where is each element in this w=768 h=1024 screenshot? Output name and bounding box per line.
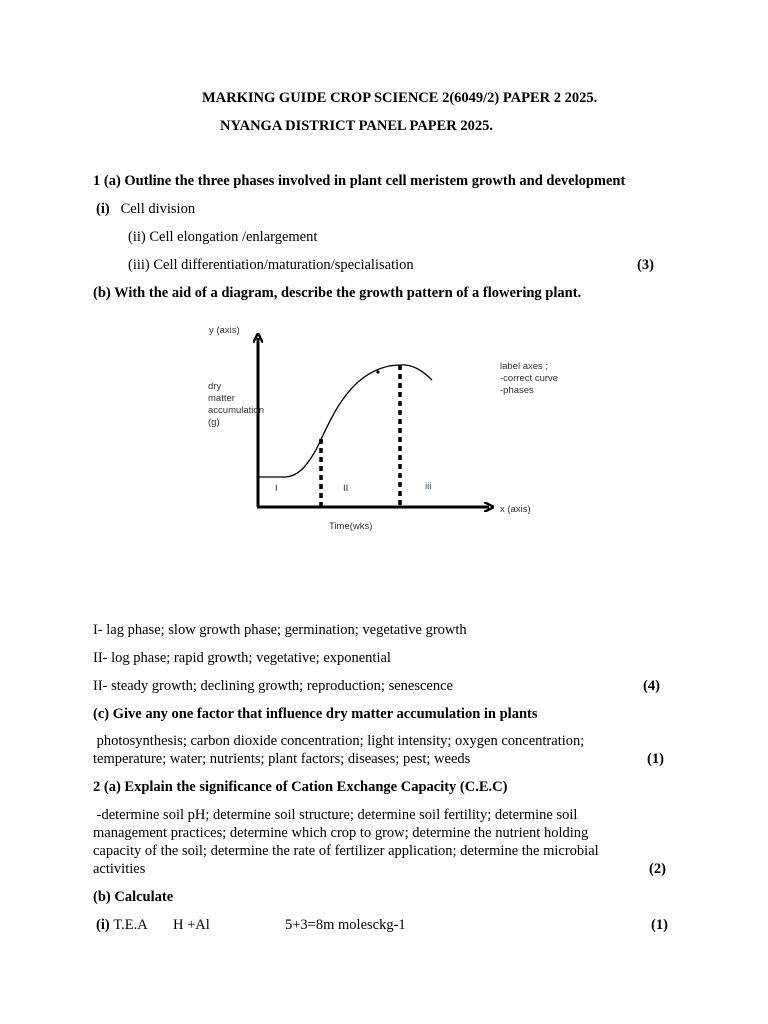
answer-1c-line-1: photosynthesis; carbon dioxide concentration; light intensity; oxygen concentration; bbox=[93, 733, 585, 749]
x-axis-label: x (axis) bbox=[500, 504, 531, 515]
answer-1a-item-3: (iii) Cell differentiation/maturation/specialisation bbox=[128, 257, 414, 273]
answer-2a-line-2: management practices; determine which crop to grow; determine the nutrient holding bbox=[93, 825, 589, 841]
header-title: MARKING GUIDE CROP SCIENCE 2(6049/2) PAPER 2 2025. bbox=[202, 90, 598, 106]
answer-2b-formula: H +Al bbox=[173, 917, 210, 933]
answer-1a-item-2: (ii) Cell elongation /enlargement bbox=[128, 229, 318, 245]
answer-2a-line-1: -determine soil pH; determine soil structure; determine soil fertility; determine soil bbox=[93, 807, 578, 823]
phase-label-1: I bbox=[275, 483, 278, 494]
y-title-line-2: matter bbox=[208, 393, 235, 404]
question-2b: (b) Calculate bbox=[93, 889, 174, 905]
answer-2b-item-1-label: T.E.A bbox=[113, 917, 148, 933]
phase-label-2: II bbox=[343, 483, 349, 494]
diagram-note-2: -correct curve bbox=[500, 373, 559, 384]
y-title-line-4: (g) bbox=[208, 417, 220, 428]
diagram-note-3: -phases bbox=[500, 385, 534, 396]
header-subtitle: NYANGA DISTRICT PANEL PAPER 2025. bbox=[220, 118, 493, 134]
growth-curve-diagram bbox=[0, 310, 768, 610]
answer-2a-line-3: capacity of the soil; determine the rate of fertilizer application; determine the microbial bbox=[93, 843, 599, 859]
answer-1b-line-3: II- steady growth; declining growth; reproduction; senescence bbox=[93, 678, 453, 694]
phase-label-3: iii bbox=[425, 481, 432, 492]
question-2a: 2 (a) Explain the significance of Cation Exchange Capacity (C.E.C) bbox=[93, 779, 508, 795]
marks-2a: (2) bbox=[649, 861, 666, 877]
question-1b: (b) With the aid of a diagram, describe the growth pattern of a flowering plant. bbox=[93, 285, 582, 301]
marks-1c: (1) bbox=[647, 751, 664, 767]
answer-1a-item-1-text: Cell division bbox=[120, 201, 196, 217]
y-axis-label: y (axis) bbox=[209, 325, 240, 336]
answer-2b-calculation: 5+3=8m molesckg-1 bbox=[285, 917, 406, 933]
x-axis-title: Time(wks) bbox=[329, 521, 373, 532]
marks-2b: (1) bbox=[651, 917, 668, 933]
answer-1a-item-1-number: (i) bbox=[96, 201, 110, 217]
answer-1b-line-1: I- lag phase; slow growth phase; germination; vegetative growth bbox=[93, 622, 467, 638]
y-title-line-1: dry bbox=[208, 381, 222, 392]
growth-curve bbox=[258, 365, 432, 477]
answer-2b-item-1 bbox=[96, 916, 148, 934]
question-1c: (c) Give any one factor that influence dry matter accumulation in plants bbox=[93, 706, 538, 722]
marks-1b: (4) bbox=[643, 678, 660, 694]
answer-1a-item-1 bbox=[96, 200, 195, 218]
marks-1a: (3) bbox=[637, 257, 654, 273]
question-1a: 1 (a) Outline the three phases involved in plant cell meristem growth and development bbox=[93, 173, 626, 189]
answer-1b-line-2: II- log phase; rapid growth; vegetative; exponential bbox=[93, 650, 391, 666]
diagram-note-1: label axes ; bbox=[500, 361, 549, 372]
answer-1c-line-2: temperature; water; nutrients; plant factors; diseases; pest; weeds bbox=[93, 751, 471, 767]
answer-2b-item-1-number: (i) bbox=[96, 917, 110, 933]
y-title-line-3: accumulation bbox=[208, 405, 264, 416]
answer-2a-line-4: activities bbox=[93, 861, 146, 877]
